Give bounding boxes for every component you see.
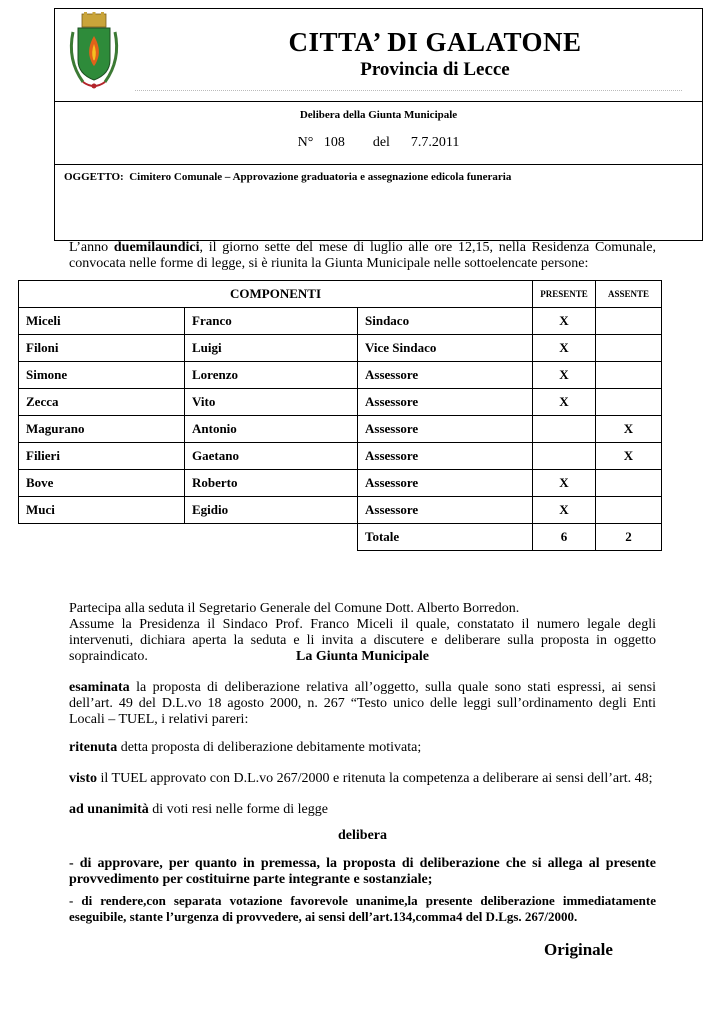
name-cell: Lorenzo (185, 362, 358, 389)
surname-cell: Bove (19, 470, 185, 497)
role-cell: Assessore (358, 443, 533, 470)
table-header-row (19, 281, 662, 308)
date-value: 7.7.2011 (410, 135, 460, 150)
oggetto-label: OGGETTO: (64, 171, 124, 183)
unanimita-text: di voti resi nelle forme di legge (148, 802, 328, 817)
ritenuta-paragraph (69, 740, 656, 756)
surname-cell: Filieri (19, 443, 185, 470)
intro-post: , il giorno sette del mese di luglio alle ore 12,15, nella Residenza Comunale, convocata nelle forme di legge, si è riunita la Giunta Municipale nelle sottoelencate persone: (69, 240, 656, 271)
role-cell: Assessore (358, 497, 533, 524)
surname-cell: Filoni (19, 335, 185, 362)
name-cell: Luigi (185, 335, 358, 362)
giunta-heading: La Giunta Municipale (295, 649, 430, 664)
componenti-header: COMPONENTI (19, 281, 533, 308)
assente-cell (596, 362, 662, 389)
table-row (19, 308, 662, 335)
rendere-paragraph: - di rendere,con separata votazione favorevole unanime,la presente deliberazione immediatamente eseguibile, stante l’urgenza di provvedere, ai sensi dell’art.134,comma4 del D.Lgs. 267/2000. (69, 893, 656, 924)
assente-cell: X (596, 416, 662, 443)
partecipa-paragraph: Partecipa alla seduta il Segretario Generale del Comune Dott. Alberto Borredon. (69, 601, 520, 616)
assente-cell (596, 497, 662, 524)
empty-cell (19, 524, 185, 551)
components-table (18, 280, 662, 551)
name-cell: Gaetano (185, 443, 358, 470)
esaminata-text: la proposta di deliberazione relativa all’oggetto, sulla quale sono stati espressi, ai sensi dell’art. 49 del D.L.vo 18 agosto 2000, n. 267 “Testo unico delle leggi sull’ordinamento degli Enti Locali – TUEL, i relativi pareri: (69, 680, 656, 727)
presente-cell: X (533, 470, 596, 497)
intro-year: duemilaundici (113, 240, 200, 255)
name-cell: Vito (185, 389, 358, 416)
surname-cell: Simone (19, 362, 185, 389)
table-row (19, 362, 662, 389)
name-cell: Antonio (185, 416, 358, 443)
divider (55, 101, 702, 102)
table-row (19, 416, 662, 443)
presente-cell: X (533, 335, 596, 362)
role-cell: Assessore (358, 389, 533, 416)
name-cell: Franco (185, 308, 358, 335)
originale-label: Originale (544, 940, 613, 959)
name-cell: Egidio (185, 497, 358, 524)
role-cell: Assessore (358, 470, 533, 497)
presente-cell: X (533, 389, 596, 416)
assente-cell (596, 470, 662, 497)
surname-cell: Zecca (19, 389, 185, 416)
del-label: del (372, 135, 390, 150)
esaminata-paragraph (69, 680, 656, 728)
table-row (19, 443, 662, 470)
totale-label: Totale (358, 524, 533, 551)
surname-cell: Magurano (19, 416, 185, 443)
oggetto-text: Cimitero Comunale – Approvazione graduatoria e assegnazione edicola funeraria (129, 171, 512, 183)
city-title: CITTA’ DI GALATONE (288, 27, 582, 57)
delibera-heading: delibera (338, 828, 387, 843)
empty-cell (185, 524, 358, 551)
table-row (19, 335, 662, 362)
presente-cell: X (533, 362, 596, 389)
totale-assente: 2 (596, 524, 662, 551)
visto-text: il TUEL approvato con D.L.vo 267/2000 e ritenuta la competenza a deliberare ai sensi dell’art. 48; (97, 771, 653, 786)
totale-presente: 6 (533, 524, 596, 551)
role-cell: Assessore (358, 416, 533, 443)
presente-header: PRESENTE (533, 281, 596, 308)
numero-line (55, 135, 702, 151)
unanimita-bold: ad unanimità (69, 802, 149, 817)
assente-cell (596, 308, 662, 335)
assente-cell (596, 335, 662, 362)
table-row (19, 470, 662, 497)
visto-bold: visto (69, 771, 97, 786)
header-box (54, 8, 703, 241)
role-cell: Sindaco (358, 308, 533, 335)
assente-cell: X (596, 443, 662, 470)
province-subtitle: Provincia di Lecce (360, 59, 510, 80)
divider (55, 164, 702, 165)
coat-of-arms-icon (65, 12, 123, 94)
assente-cell (596, 389, 662, 416)
numero-value: 108 (323, 135, 345, 150)
ritenuta-bold: ritenuta (69, 740, 118, 755)
assente-header: ASSENTE (596, 281, 662, 308)
approvare-paragraph: - di approvare, per quanto in premessa, la proposta di deliberazione che si allega al presente provvedimento per costituirne parte integrante e sostanziale; (69, 856, 656, 887)
presente-cell: X (533, 497, 596, 524)
totale-row (19, 524, 662, 551)
presente-cell (533, 443, 596, 470)
delibera-label: Delibera della Giunta Municipale (299, 109, 458, 121)
role-cell: Vice Sindaco (358, 335, 533, 362)
table-row (19, 497, 662, 524)
ritenuta-text: detta proposta di deliberazione debitamente motivata; (117, 740, 422, 755)
assume-paragraph: Assume la Presidenza il Sindaco Prof. Franco Miceli il quale, constatato il numero legale degli intervenuti, dichiara aperta la seduta e li invita a discutere e deliberare sulla proposta in oggetto sopraindicato. (69, 617, 656, 664)
oggetto-line (64, 171, 511, 183)
esaminata-bold: esaminata (69, 680, 130, 695)
visto-paragraph (69, 771, 656, 787)
surname-cell: Miceli (19, 308, 185, 335)
name-cell: Roberto (185, 470, 358, 497)
numero-prefix: N° (297, 135, 314, 150)
presente-cell (533, 416, 596, 443)
intro-paragraph (69, 240, 656, 272)
role-cell: Assessore (358, 362, 533, 389)
presente-cell: X (533, 308, 596, 335)
surname-cell: Muci (19, 497, 185, 524)
table-row (19, 389, 662, 416)
intro-pre: L’anno (69, 240, 114, 255)
divider (135, 90, 682, 91)
unanimita-paragraph (69, 802, 656, 818)
